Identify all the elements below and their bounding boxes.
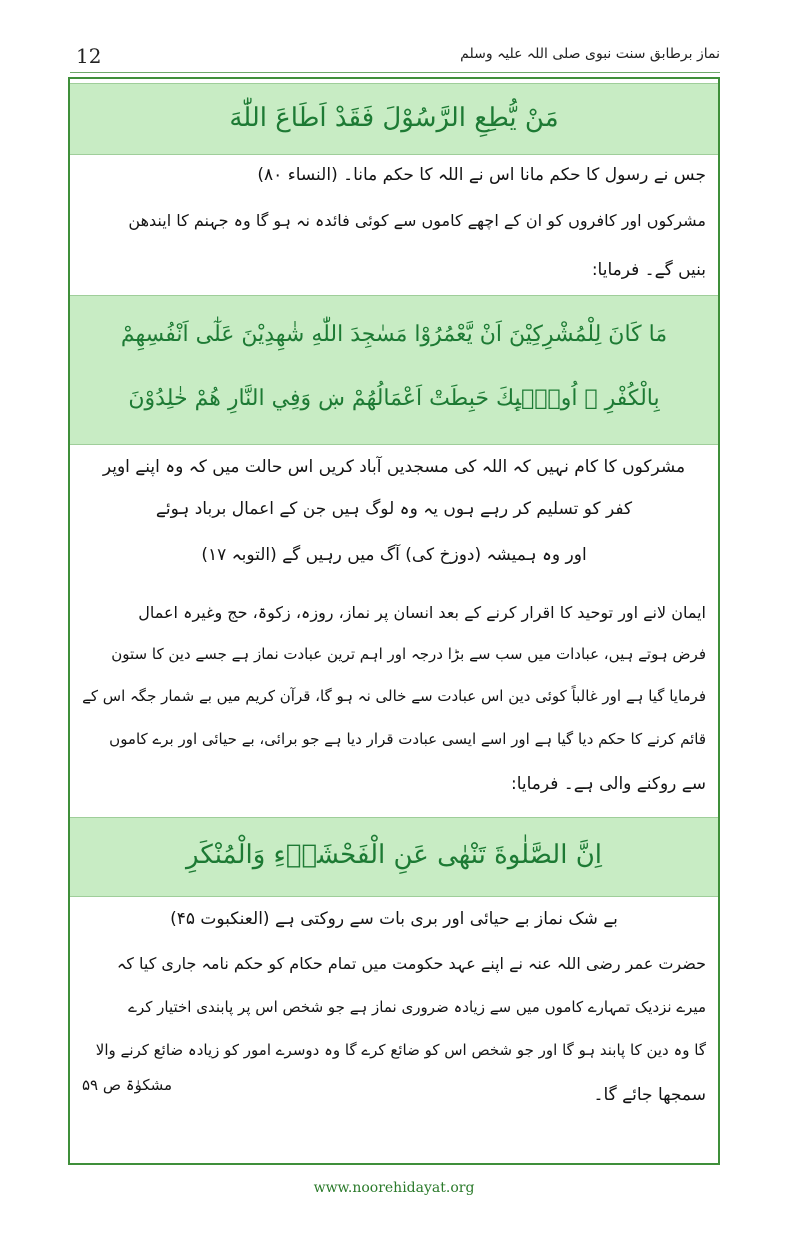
page-number: 12 [76, 44, 102, 68]
translation-2-line-3: اور وہ ہمیشہ (دوزخ کی) آگ میں رہیں گے (التوبہ ۱۷) [201, 545, 587, 565]
paragraph-2-line-2: فرض ہوتے ہیں، عبادات میں سب سے بڑا درجہ اور اہم ترین عبادت نماز ہے جسے دین کا ستون [111, 645, 706, 663]
reference-citation: مشکوٰۃ ص ۵۹ [82, 1076, 173, 1094]
verse-1-arabic: مَنْ يُّطِعِ الرَّسُوْلَ فَقَدْ اَطَاعَ اللّٰهَ [229, 103, 559, 133]
verse-1-translation: جس نے رسول کا حکم مانا اس نے اللہ کا حکم مانا۔ (النساء ۸۰) [257, 165, 706, 185]
verse-3-translation: بے شک نماز بے حیائی اور بری بات سے روکتی ہے (العنکبوت ۴۵) [170, 909, 618, 929]
paragraph-3-line-2: میرے نزدیک تمہارے کاموں میں سے زیادہ ضروری نماز ہے جو شخص اس پر پابندی اختیار کرے [128, 998, 706, 1016]
paragraph-2-line-5: سے روکنے والی ہے۔ فرمایا: [510, 774, 706, 794]
paragraph-2-line-1: ایمان لانے اور توحید کا اقرار کرنے کے بعد انسان پر نماز، روزہ، زکوۃ، حج وغیرہ اعمال [138, 603, 706, 622]
paragraph-2-line-3: فرمایا گیا ہے اور غالباً کوئی دین اس عبادت سے خالی نہ ہو گا، قرآن کریم میں بے شمار جگہ اس کے [82, 687, 706, 705]
paragraph-3-line-1: حضرت عمر رضی اللہ عنہ نے اپنے عہد حکومت میں تمام حکام کو حکم نامہ جاری کیا کہ [116, 954, 706, 973]
verse-band-1 [70, 83, 718, 155]
paragraph-2-line-4: قائم کرنے کا حکم دیا گیا ہے اور اسے ایسی عبادت قرار دیا ہے جو برائی، بے حیائی اور برے کاموں [109, 730, 706, 748]
translation-2-line-2: کفر کو تسلیم کر رہے ہوں یہ وہ لوگ ہیں جن کے اعمال برباد ہوئے [155, 499, 633, 519]
verse-band-3 [70, 817, 718, 897]
verse-band-2 [70, 295, 718, 445]
translation-2-line-1: مشرکوں کا کام نہیں کہ اللہ کی مسجدیں آباد کریں اس حالت میں کہ وہ اپنے اوپر [102, 457, 686, 477]
verse-3-arabic: اِنَّ الصَّلٰوةَ تَنْهٰى عَنِ الْفَحْشَاۗءِ وَالْمُنْكَرِ [185, 840, 603, 870]
header-rule [70, 72, 720, 73]
content-frame [68, 77, 720, 1165]
verse-2-line-2: بِالْكُفْرِ ۭ اُولٰۗىِٕكَ حَبِطَتْ اَعْمَالُهُمْ ښ وَفِي النَّارِ هُمْ خٰلِدُوْنَ [128, 386, 660, 411]
paragraph-1-line-1: مشرکوں اور کافروں کو ان کے اچھے کاموں سے کوئی فائدہ نہ ہو گا وہ جہنم کا ایندھن [128, 211, 706, 230]
verse-2-line-1: مَا كَانَ لِلْمُشْرِكِيْنَ اَنْ يَّعْمُرُوْا مَسٰجِدَ اللّٰهِ شٰهِدِيْنَ عَلٰٓى اَنْفُسِهِمْ [120, 322, 668, 347]
paragraph-3-line-3: گا وہ دین کا پابند ہو گا اور جو شخص اس کو ضائع کرے گا وہ دوسرے امور کو زیادہ ضائع کرنے والا [95, 1041, 706, 1059]
running-title: نماز برطابق سنت نبوی صلی اللہ علیہ وسلم [460, 46, 720, 62]
paragraph-1-line-2: بنیں گے۔ فرمایا: [591, 260, 706, 280]
paragraph-3-line-4: سمجھا جائے گا۔ [593, 1085, 706, 1105]
website-footer[interactable]: www.noorehidayat.org [313, 1180, 475, 1196]
page-header [70, 40, 720, 80]
